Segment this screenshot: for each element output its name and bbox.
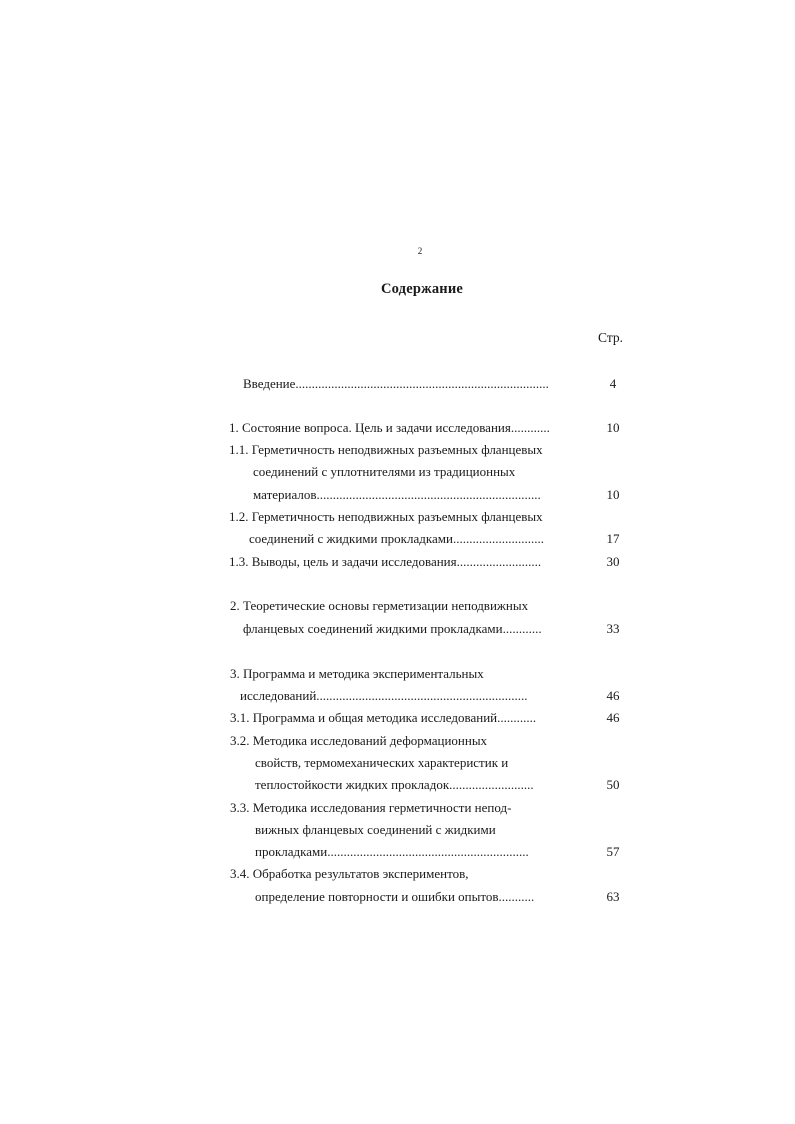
toc-line-3-2: 3.2. Методика исследований деформационных <box>230 733 488 748</box>
toc-line-1-3: 1.3. Выводы, цель и задачи исследования.......................... <box>229 554 542 569</box>
toc-line-chapter-2: 2. Теоретические основы герметизации неподвижных <box>230 598 529 613</box>
toc-line-3-4: определение повторности и ошибки опытов........... <box>255 889 535 904</box>
toc-line-3-3: 3.3. Методика исследования герметичности непод- <box>230 800 512 815</box>
toc-line-intro: Введение.............................................................................. <box>243 376 549 391</box>
toc-line-chapter-3: 3. Программа и методика экспериментальных <box>230 666 484 681</box>
page-number: 2 <box>417 246 423 256</box>
toc-page-3-4: 63 <box>606 889 620 904</box>
toc-page-3-2: 50 <box>606 777 620 792</box>
toc-line-1-2: 1.2. Герметичность неподвижных разъемных фланцевых <box>229 509 543 524</box>
toc-page-1-3: 30 <box>606 554 620 569</box>
toc-line-3-3: прокладками.............................................................. <box>255 844 529 859</box>
toc-line-1-1: 1.1. Герметичность неподвижных разъемных фланцевых <box>229 442 543 457</box>
toc-line-1-1: материалов..................................................................... <box>253 487 541 502</box>
toc-line-3-2: теплостойкости жидких прокладок.......................... <box>255 777 534 792</box>
toc-line-chapter-1: 1. Состояние вопроса. Цель и задачи исследования............ <box>229 420 550 435</box>
toc-line-1-1: соединений с уплотнителями из традиционных <box>253 464 516 479</box>
toc-line-3-2: свойств, термомеханических характеристик и <box>255 755 509 770</box>
toc-line-3-1: 3.1. Программа и общая методика исследований............ <box>230 710 537 725</box>
toc-page-3-3: 57 <box>606 844 620 859</box>
toc-line-3-3: вижных фланцевых соединений с жидкими <box>255 822 496 837</box>
toc-line-3-4: 3.4. Обработка результатов экспериментов, <box>230 866 469 881</box>
toc-page-1-2: 17 <box>606 531 620 546</box>
toc-page-chapter-2: 33 <box>606 621 620 636</box>
toc-page-chapter-1: 10 <box>606 420 620 435</box>
toc-line-chapter-3: исследований................................................................. <box>240 688 528 703</box>
page-column-header: Стр. <box>598 330 624 345</box>
toc-page-1-1: 10 <box>606 487 620 502</box>
toc-line-chapter-2: фланцевых соединений жидкими прокладками............ <box>243 621 542 636</box>
toc-page-3-1: 46 <box>606 710 620 725</box>
page-title: Содержание <box>380 281 464 297</box>
toc-page-chapter-3: 46 <box>606 688 620 703</box>
toc-line-1-2: соединений с жидкими прокладками............................ <box>249 531 544 546</box>
toc-page-intro: 4 <box>609 376 617 391</box>
